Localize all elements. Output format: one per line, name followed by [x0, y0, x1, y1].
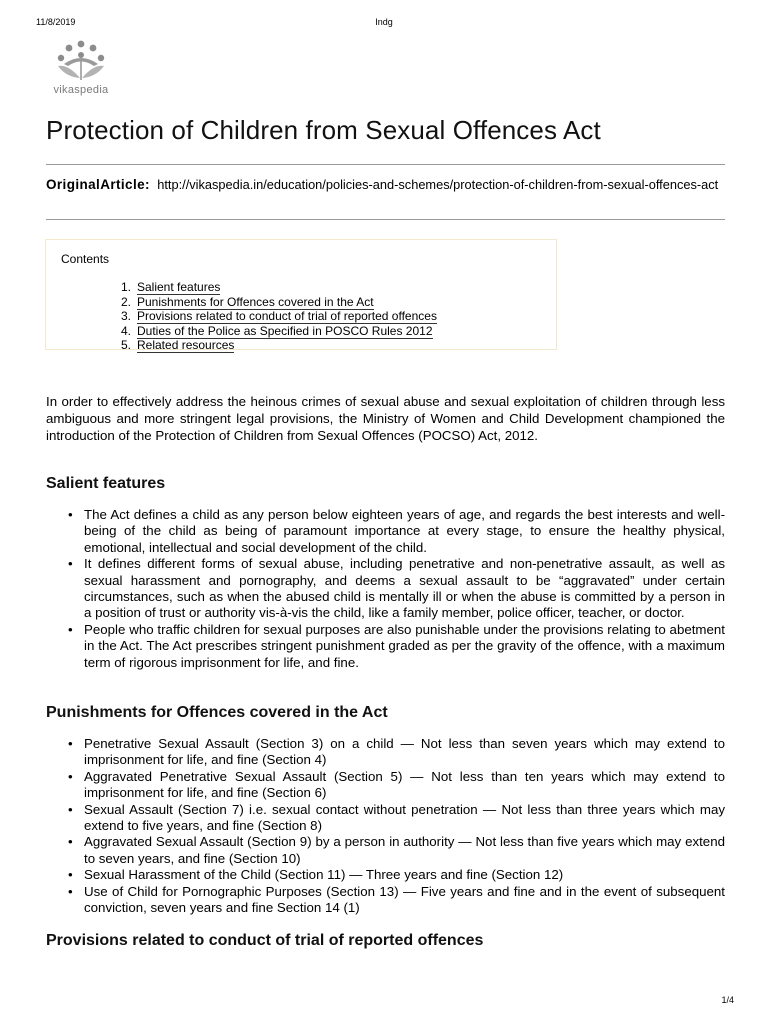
- vikaspedia-logo: [44, 38, 118, 98]
- list-item: [46, 834, 725, 867]
- toc-link-police-duties[interactable]: Duties of the Police as Specified in POSCO Rules 2012: [137, 323, 433, 338]
- original-article-label: OriginalArticle:: [46, 177, 150, 192]
- salient-features-list: [46, 507, 725, 671]
- list-item-text: Sexual Assault (Section 7) i.e. sexual contact without penetration — Not less than three years which may extend to five years, and fine (Section 8): [84, 801, 725, 834]
- toc-link-salient-features[interactable]: Salient features: [137, 280, 221, 294]
- heading-salient-features: Salient features: [46, 475, 166, 492]
- toc-item-number: 5.: [121, 338, 132, 353]
- list-item: [46, 884, 725, 917]
- toc-list: [121, 280, 437, 353]
- page-title: Protection of Children from Sexual Offences Act: [46, 115, 601, 145]
- toc-item: [121, 338, 437, 353]
- list-item-text: The Act defines a child as any person below eighteen years of age, and regards the best interests and well-being of the child as being of paramount importance at every stage, to ensure the healthy physical, emotional, intellectual and social development of the child.: [84, 507, 725, 555]
- list-item-text: Aggravated Penetrative Sexual Assault (Section 5) — Not less than ten years which may extend to imprisonment for life, and fine (Section 6): [84, 768, 725, 801]
- divider-bottom: [46, 219, 725, 220]
- list-item-text: It defines different forms of sexual abuse, including penetrative and non-penetrative assault, as well as sexual harassment and pornography, and deems a sexual assault to be “aggravated” under certain circumstances, such as when the abused child is mentally ill or when the abuse is committed by a person in a position of trust or authority vis-à-vis the child, like a family member, police officer, teacher, or doctor.: [84, 556, 725, 621]
- bullet-icon: •: [68, 867, 73, 883]
- list-item-text: Use of Child for Pornographic Purposes (Section 13) — Five years and fine and in the event of subsequent conviction, seven years and fine Section 14 (1): [84, 883, 725, 916]
- heading-trial-provisions: Provisions related to conduct of trial of reported offences: [46, 932, 484, 949]
- list-item: [46, 769, 725, 802]
- list-item-text: Sexual Harassment of the Child (Section 11) — Three years and fine (Section 12): [84, 867, 564, 883]
- list-item-text: Penetrative Sexual Assault (Section 3) on a child — Not less than seven years which may extend to imprisonment for life, and fine (Section 4): [84, 736, 725, 768]
- logo-text: vikaspedia: [53, 84, 109, 96]
- original-article-url[interactable]: http://vikaspedia.in/education/policies-and-schemes/protection-of-children-from-sexual-offences-act: [157, 177, 719, 192]
- toc-item-number: 2.: [121, 294, 132, 309]
- bullet-icon: •: [68, 768, 73, 784]
- bullet-icon: •: [68, 801, 73, 817]
- bullet-icon: •: [68, 834, 73, 850]
- intro-paragraph: In order to effectively address the heinous crimes of sexual abuse and sexual exploitation of children through less ambiguous and more stringent legal provisions, the Ministry of Women and Child Development championed the introduction of the Protection of Children from Sexual Offences (POCSO) Act, 2012.: [46, 394, 725, 443]
- toc-item-number: 1.: [121, 280, 132, 294]
- bullet-icon: •: [68, 507, 73, 522]
- bullet-icon: •: [68, 736, 73, 751]
- toc-title: Contents: [61, 252, 110, 266]
- divider-top: [46, 164, 725, 165]
- toc-item: [121, 309, 437, 324]
- table-of-contents: [45, 239, 557, 353]
- toc-item: [121, 280, 437, 295]
- toc-item: [121, 324, 437, 339]
- toc-link-related-resources[interactable]: Related resources: [137, 338, 235, 353]
- bullet-icon: •: [68, 621, 73, 637]
- list-item: [46, 867, 725, 883]
- logo-figures-icon: [44, 38, 118, 84]
- toc-item-number: 3.: [121, 309, 132, 324]
- punishments-list: [46, 736, 725, 916]
- list-item: [46, 507, 725, 556]
- heading-punishments: Punishments for Offences covered in the Act: [46, 704, 388, 721]
- list-item: [46, 736, 725, 769]
- toc-item-number: 4.: [121, 323, 132, 338]
- bullet-icon: •: [68, 556, 73, 572]
- bullet-icon: •: [68, 883, 73, 899]
- print-date: 11/8/2019: [36, 17, 76, 27]
- toc-link-trial-provisions[interactable]: Provisions related to conduct of trial of reported offences: [137, 309, 437, 324]
- toc-item: [121, 295, 437, 310]
- list-item: [46, 556, 725, 622]
- list-item-text: Aggravated Sexual Assault (Section 9) by a person in authority — Not less than five years which may extend to seven years, and fine (Section 10): [84, 834, 725, 866]
- list-item: [46, 622, 725, 671]
- toc-link-punishments[interactable]: Punishments for Offences covered in the Act: [137, 294, 374, 309]
- original-article: [46, 176, 726, 193]
- list-item: [46, 802, 725, 835]
- list-item-text: People who traffic children for sexual purposes are also punishable under the provisions relating to abetment in the Act. The Act prescribes stringent punishment graded as per the gravity of the offence, with a maximum term of rigorous imprisonment for life, and fine.: [84, 621, 725, 670]
- page-number: 1/4: [721, 995, 734, 1005]
- print-title: Indg: [375, 17, 393, 27]
